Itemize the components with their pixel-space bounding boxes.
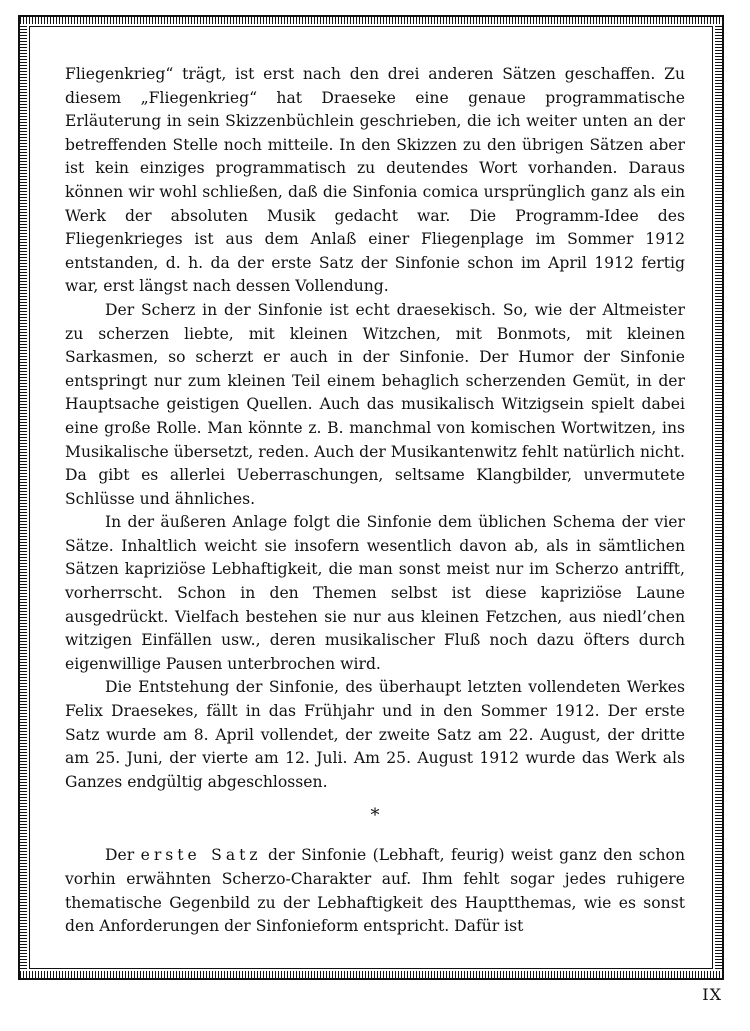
paragraph-1: Fliegenkrieg“ trägt, ist erst nach den drei anderen Sätzen geschaffen. Zu diesem „Fliegenkrieg“ hat Draeseke eine genaue programmatische Erläuterung in sein Skizzenbüchlein geschrieben, die ich weiter unten an der betreffenden Stelle noch mitteile. In den Skizzen zu den übrigen Sätzen aber ist kein einziges programmatisch zu deutendes Wort vorhanden. Daraus können wir wohl schließen, daß die Sinfonia comica ursprünglich ganz als ein Werk der absoluten Musik gedacht war. Die Programm-Idee des Fliegenkrieges ist aus dem Anlaß einer Fliegenplage im Sommer 1912 entstanden, d. h. da der erste Satz der Sinfonie schon im April 1912 fertig war, erst längst nach dessen Vollendung. [65,65,685,296]
body-text [65,63,685,939]
paragraph-3: In der äußeren Anlage folgt die Sinfonie dem üblichen Schema der vier Sätze. Inhaltlich weicht sie insofern wesentlich davon ab, als in sämtlichen Sätzen kapriziöse Lebhaftigkeit, die man sonst meist nur im Scherzo antrifft, vorherrscht. Schon in den Themen selbst ist diese kapriziöse Laune ausgedrückt. Vielfach bestehen sie nur aus kleinen Fetzchen, aus niedl’chen witzigen Einfällen usw., deren musikalischer Fluß noch dazu öfters durch eigenwillige Pausen unterbrochen wird. [65,513,685,673]
paragraph-5-rest: der Sinfonie (Lebhaft, feurig) weist ganz den schon vorhin erwähnten Scherzo-Charakter auf. Ihm fehlt sogar jedes ruhigere thematische Gegenbild zu der Lebhaftigkeit des Hauptthemas, wie es sonst den Anforderungen der Sinfonieform entspricht. Dafür ist [65,846,685,936]
paragraph-5-spaced: erste Satz [140,846,262,865]
paragraph-4: Die Entstehung der Sinfonie, des überhaupt letzten vollendeten Werkes Felix Draesekes, fällt in das Frühjahr und in den Sommer 1912. Der erste Satz wurde am 8. April vollendet, der zweite Satz am 22. August, der dritte am 25. Juni, der vierte am 12. Juli. Am 25. August 1912 wurde das Werk als Ganzes endgültig abgeschlossen. [65,678,685,791]
paragraph-2: Der Scherz in der Sinfonie ist echt draesekisch. So, wie der Altmeister zu scherzen liebte, mit kleinen Witzchen, mit Bonmots, mit kleinen Sarkasmen, so scherzt er auch in der Sinfonie. Der Humor der Sinfonie entspringt nur zum kleinen Teil einem behaglich scherzenden Gemüt, in der Hauptsache geistigen Quellen. Auch das musikalisch Witzigsein spielt dabei eine große Rolle. Man könnte z. B. manchmal von komischen Wortwitzen, ins Musikalische übersetzt, reden. Auch der Musikantenwitz fehlt natürlich nicht. Da gibt es allerlei Ueberraschungen, seltsame Klangbilder, unvermutete Schlüsse und ähnliches. [65,300,685,508]
paragraph-5-lead: Der [105,846,141,865]
paragraph-5 [65,844,685,938]
page-number: IX [702,985,722,1004]
section-separator: * [370,805,380,827]
